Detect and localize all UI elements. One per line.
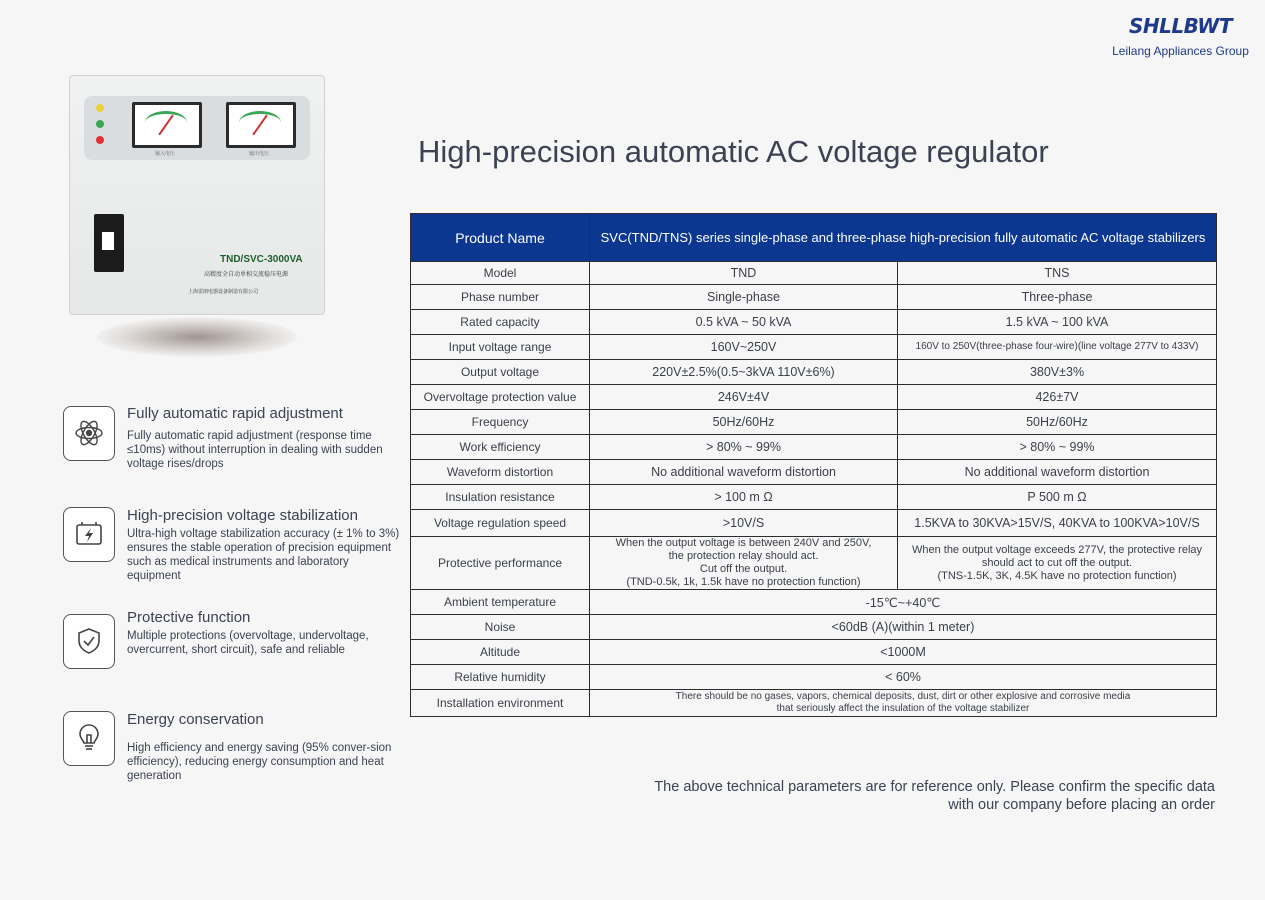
table-row — [411, 460, 1217, 485]
tns-cell: 1.5 kVA ~ 100 kVA — [898, 310, 1217, 335]
table-row — [411, 615, 1217, 640]
power-switch — [94, 214, 124, 272]
feature-desc: Fully automatic rapid adjustment (response time ≤10ms) without interruption in dealing with sudden voltage rises/drops — [127, 430, 383, 470]
tns-protective-cell — [898, 537, 1217, 590]
shared-cell: < 60% — [590, 665, 1217, 690]
shield-check-icon — [63, 614, 115, 669]
table-row — [411, 360, 1217, 385]
tnd-cell: 0.5 kVA ~ 50 kVA — [590, 310, 898, 335]
tnd-cell: 220V±2.5%(0.5~3kVA 110V±6%) — [590, 360, 898, 385]
row-label: Waveform distortion — [411, 460, 590, 485]
product-name-label: Product Name — [411, 214, 590, 262]
table-row — [411, 335, 1217, 360]
brand-logo — [1108, 14, 1253, 58]
spec-table — [410, 213, 1217, 717]
page-title: High-precision automatic AC voltage regulator — [418, 134, 1049, 169]
row-label: Frequency — [411, 410, 590, 435]
logo-subtitle: Leilang Appliances Group — [1112, 44, 1249, 58]
tnd-cell: 50Hz/60Hz — [590, 410, 898, 435]
table-header-row — [411, 214, 1217, 262]
tnd-cell: 246V±4V — [590, 385, 898, 410]
text-line: (TND-0.5k, 1k, 1.5k have no protection function) — [626, 576, 861, 588]
lightbulb-icon — [63, 711, 115, 766]
product-image — [67, 73, 327, 373]
output-meter — [226, 102, 296, 148]
row-label: Output voltage — [411, 360, 590, 385]
tnd-cell: > 80% ~ 99% — [590, 435, 898, 460]
battery-bolt-icon — [63, 507, 115, 562]
row-label: Insulation resistance — [411, 485, 590, 510]
shared-cell: <1000M — [590, 640, 1217, 665]
table-row — [411, 590, 1217, 615]
shared-cell: <60dB (A)(within 1 meter) — [590, 615, 1217, 640]
tnd-cell: Single-phase — [590, 285, 898, 310]
table-row — [411, 510, 1217, 537]
note-line: The above technical parameters are for reference only. Please confirm the specific data — [654, 779, 1215, 795]
table-row — [411, 262, 1217, 285]
tns-cell: Three-phase — [898, 285, 1217, 310]
shared-cell: -15℃~+40℃ — [590, 590, 1217, 615]
regulator-body — [69, 75, 325, 315]
row-label: Model — [411, 262, 590, 285]
text-line: (TNS-1.5K, 3K, 4.5K have no protection function) — [937, 569, 1177, 582]
row-label: Protective performance — [411, 537, 590, 590]
text-line: that seriously affect the insulation of the voltage stabilizer — [776, 703, 1030, 714]
table-row — [411, 385, 1217, 410]
logo-mark: SHLLBWT — [1129, 14, 1232, 38]
indicator-led-green — [96, 120, 104, 128]
table-row — [411, 310, 1217, 335]
tns-cell: No additional waveform distortion — [898, 460, 1217, 485]
model-cn-label: 高精度全自动单相交流稳压电源 — [204, 272, 289, 278]
text-line: When the output voltage exceeds 277V, the protective relay — [911, 543, 1203, 556]
tnd-cell: > 100 m Ω — [590, 485, 898, 510]
atom-icon — [63, 406, 115, 461]
tns-cell: 1.5KVA to 30KVA>15V/S, 40KVA to 100KVA>10V/S — [898, 510, 1217, 537]
text-line: should act to cut off the output. — [981, 556, 1133, 569]
tns-cell: 50Hz/60Hz — [898, 410, 1217, 435]
disclaimer-note — [654, 778, 1215, 814]
text-line: There should be no gases, vapors, chemical deposits, dust, dirt or other explosive and corrosive media — [675, 691, 1131, 702]
row-label: Rated capacity — [411, 310, 590, 335]
row-label: Altitude — [411, 640, 590, 665]
tnd-cell: No additional waveform distortion — [590, 460, 898, 485]
tnd-cell: >10V/S — [590, 510, 898, 537]
product-name-value: SVC(TND/TNS) series single-phase and three-phase high-precision fully automatic AC voltage stabilizers — [590, 214, 1217, 262]
text-line: Cut off the output. — [699, 563, 788, 575]
row-label: Noise — [411, 615, 590, 640]
table-row — [411, 285, 1217, 310]
row-label: Work efficiency — [411, 435, 590, 460]
feature-desc: Multiple protections (overvoltage, undervoltage, overcurrent, short circuit), safe and reliable — [127, 630, 369, 656]
table-row — [411, 435, 1217, 460]
table-row — [411, 640, 1217, 665]
row-label: Phase number — [411, 285, 590, 310]
tnd-cell: TND — [590, 262, 898, 285]
note-line: with our company before placing an order — [948, 797, 1215, 813]
tnd-protective-cell — [590, 537, 898, 590]
row-label: Voltage regulation speed — [411, 510, 590, 537]
table-row — [411, 410, 1217, 435]
table-row-protective — [411, 537, 1217, 590]
feature-title: Energy conservation — [127, 711, 264, 728]
tns-cell: 380V±3% — [898, 360, 1217, 385]
meter-panel — [84, 96, 310, 160]
input-meter-label: 输入电压 — [154, 151, 175, 157]
product-shadow — [97, 317, 297, 357]
tns-cell: 426±7V — [898, 385, 1217, 410]
installation-cell — [590, 690, 1217, 717]
indicator-led-yellow — [96, 104, 104, 112]
feature-desc: High efficiency and energy saving (95% conver-sion efficiency), reducing energy consumption and heat generation — [127, 742, 392, 782]
table-row — [411, 690, 1217, 717]
row-label: Overvoltage protection value — [411, 385, 590, 410]
input-meter — [132, 102, 202, 148]
indicator-led-red — [96, 136, 104, 144]
tns-cell: TNS — [898, 262, 1217, 285]
output-meter-label: 输出电压 — [248, 151, 269, 157]
tns-cell: P 500 m Ω — [898, 485, 1217, 510]
row-label: Input voltage range — [411, 335, 590, 360]
feature-title: Protective function — [127, 609, 251, 626]
tns-cell: 160V to 250V(three-phase four-wire)(line voltage 277V to 433V) — [898, 335, 1217, 360]
text-line: the protection relay should act. — [668, 550, 819, 562]
tns-cell: > 80% ~ 99% — [898, 435, 1217, 460]
table-row — [411, 665, 1217, 690]
feature-desc: Ultra-high voltage stabilization accuracy (± 1% to 3%) ensures the stable operation of precision equipment such as medical instruments and laboratory equipment — [127, 528, 400, 582]
feature-title: High-precision voltage stabilization — [127, 507, 358, 524]
text-line: When the output voltage is between 240V and 250V, — [615, 537, 872, 549]
row-label: Ambient temperature — [411, 590, 590, 615]
tnd-cell: 160V~250V — [590, 335, 898, 360]
feature-title: Fully automatic rapid adjustment — [127, 405, 343, 422]
row-label: Installation environment — [411, 690, 590, 717]
company-cn-label: 上海雷朗电器设备制造有限公司 — [188, 289, 259, 295]
table-row — [411, 485, 1217, 510]
row-label: Relative humidity — [411, 665, 590, 690]
model-label: TND/SVC-3000VA — [220, 254, 303, 265]
